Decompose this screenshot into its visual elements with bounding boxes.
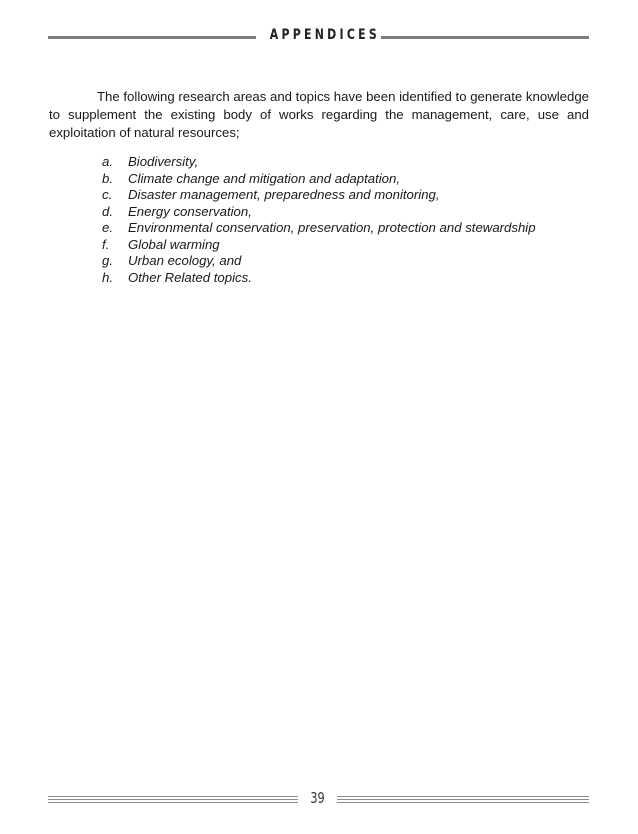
page-footer	[48, 788, 589, 808]
topic-list	[49, 154, 589, 286]
list-marker: a.	[102, 154, 113, 169]
header-rule-left	[48, 36, 256, 39]
footer-rule-left	[48, 796, 298, 804]
page-body	[49, 88, 589, 286]
list-item	[49, 204, 589, 221]
list-item	[49, 270, 589, 287]
list-marker: c.	[102, 187, 113, 202]
list-marker: e.	[102, 220, 113, 235]
list-item-text: Energy conservation,	[128, 203, 252, 219]
list-item-text: Global warming	[128, 236, 220, 252]
page-header	[48, 24, 589, 46]
list-item-text: Environmental conservation, preservation, protection and stewardship	[128, 220, 536, 235]
list-item	[49, 253, 589, 270]
header-rule-right	[381, 36, 589, 39]
list-item-text: Urban ecology, and	[128, 253, 242, 268]
list-item	[49, 237, 589, 254]
list-marker: g.	[102, 253, 113, 268]
list-marker: f.	[102, 236, 110, 252]
section-title: APPENDICES	[269, 27, 381, 43]
footer-rule-right	[337, 796, 589, 804]
list-marker: b.	[102, 170, 113, 186]
list-item	[49, 171, 589, 188]
list-item	[49, 220, 589, 237]
list-item	[49, 154, 589, 171]
list-marker: h.	[102, 269, 113, 285]
list-item-text: Other Related topics.	[128, 269, 252, 285]
list-item-text: Biodiversity,	[128, 154, 199, 169]
list-marker: d.	[102, 203, 113, 219]
list-item-text: Disaster management, preparedness and monitoring,	[128, 187, 440, 202]
page-number: 39	[310, 789, 325, 807]
list-item-text: Climate change and mitigation and adaptation,	[128, 170, 400, 186]
intro-paragraph: The following research areas and topics have been identified to generate knowledge to supplement the existing body of works regarding the management, care, use and exploitation of natural resources;	[49, 89, 589, 140]
list-item	[49, 187, 589, 204]
